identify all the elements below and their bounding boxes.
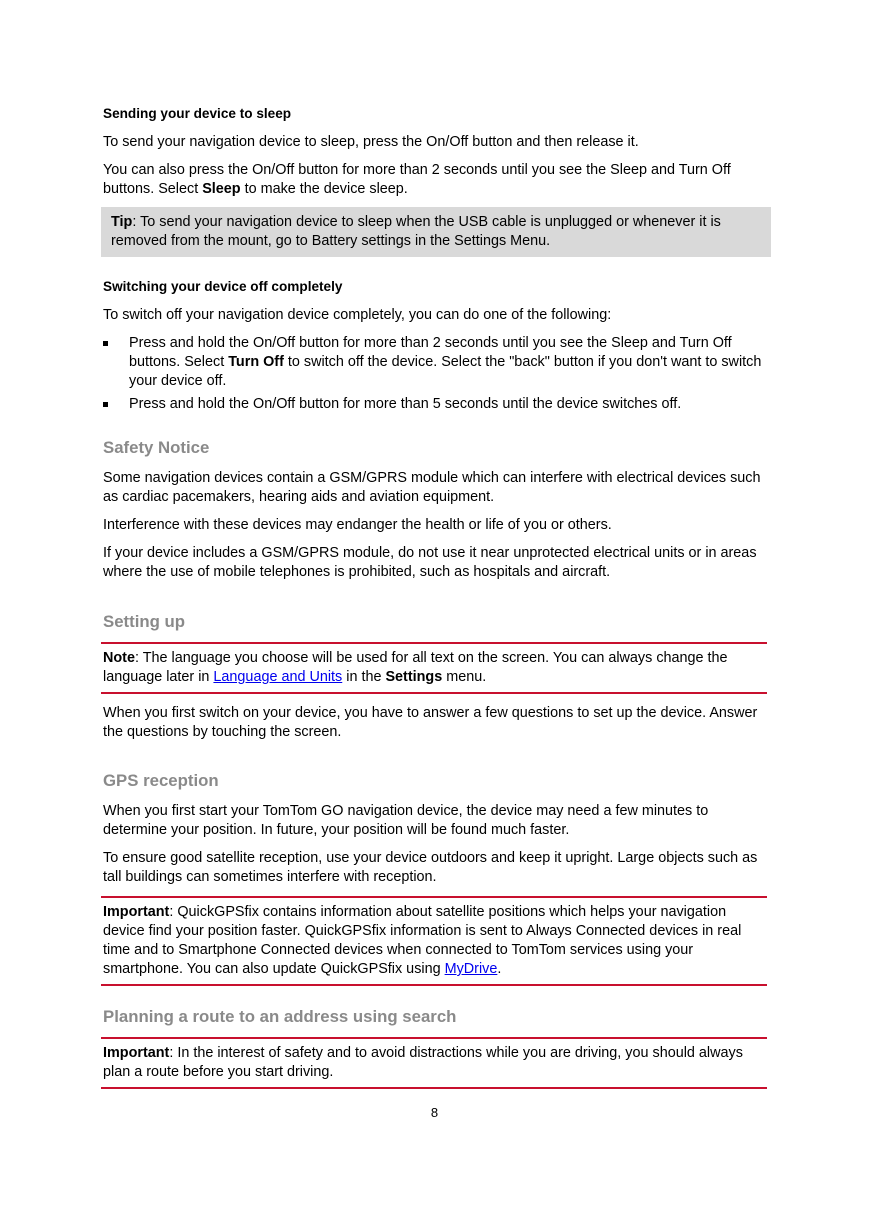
bullet1-tail: to switch off the device. Select the "back" button if you don't want to switch your device off. [129,354,762,389]
gps-important-body: : QuickGPSfix contains information about satellite positions which helps your navigation device find your position faster. QuickGPSfix information is sent to Always Connected devices in real time and to Smartphone Connected devices when connected to TomTom services using your smartphone. You can also update QuickGPSfix using [103,904,742,977]
sleep-p2-bold: Sleep [202,181,241,197]
note-label: Note [103,650,135,666]
bullet1-text: Press and hold the On/Off button for more than 2 seconds until you see the Sleep and Turn Off buttons. Select [129,335,732,370]
safety-paragraph-1: Some navigation devices contain a GSM/GPRS module which can interfere with electrical devices such as cardiac pacemakers, hearing aids and aviation equipment. [103,470,761,505]
bullet-text-1 [129,334,769,391]
sleep-p2-tail: to make the device sleep. [240,181,408,197]
note-body-3: menu. [442,669,487,685]
switch-off-heading: Switching your device off completely [103,279,343,294]
safety-paragraph-2: Interference with these devices may endanger the health or life of you or others. [103,517,612,533]
switch-off-intro: To switch off your navigation device completely, you can do one of the following: [103,307,612,323]
route-important-label: Important [103,1045,170,1061]
language-and-units-link[interactable]: Language and Units [213,669,343,685]
gps-important-text [103,903,767,979]
safety-paragraph-3: If your device includes a GSM/GPRS module, do not use it near unprotected electrical units or in areas where the use of mobile telephones is prohibited, such as hospitals and aircraft. [103,545,757,580]
bullet-text-2: Press and hold the On/Off button for more than 5 seconds until the device switches off. [129,396,682,412]
gps-paragraph-2: To ensure good satellite reception, use your device outdoors and keep it upright. Large objects such as tall buildings can sometimes interfere with reception. [103,850,758,885]
route-heading: Planning a route to an address using search [103,1007,457,1026]
note-settings-bold: Settings [385,669,443,685]
sleep-heading: Sending your device to sleep [103,106,292,121]
note-text [103,649,767,687]
bullet1-bold: Turn Off [228,354,284,370]
sleep-p2-text: You can also press the On/Off button for more than 2 seconds until you see the Sleep and Turn Off buttons. Select [103,162,731,197]
gps-paragraph-1: When you first start your TomTom GO navigation device, the device may need a few minutes to determine your position. In future, your position will be found much faster. [103,803,709,838]
sleep-paragraph-1: To send your navigation device to sleep, press the On/Off button and then release it. [103,134,639,150]
note-body-2: in the [342,669,386,685]
setup-heading: Setting up [103,612,186,631]
gps-important-label: Important [103,904,170,920]
note-box [101,642,767,694]
bullet-icon [103,341,108,346]
tip-label: Tip [111,214,133,230]
gps-heading: GPS reception [103,771,219,790]
gps-important-box [101,896,767,986]
tip-text [111,213,765,251]
note-body: : The language you choose will be used for all text on the screen. You can always change the language later in [103,650,728,685]
bullet-icon [103,402,108,407]
tip-body: : To send your navigation device to sleep when the USB cable is unplugged or whenever it is removed from the mount, go to Battery settings in the Settings Menu. [111,214,721,249]
tip-box [101,207,771,257]
route-important-body: : In the interest of safety and to avoid distractions while you are driving, you should always plan a route before you start driving. [103,1045,743,1080]
setup-paragraph: When you first switch on your device, you have to answer a few questions to set up the device. Answer the questions by touching the screen. [103,705,758,740]
route-important-box [101,1037,767,1089]
gps-important-tail: . [497,961,502,977]
safety-heading: Safety Notice [103,438,210,457]
page-number: 8 [430,1105,439,1120]
sleep-paragraph-2 [103,161,753,199]
mydrive-link[interactable]: MyDrive [444,961,498,977]
route-important-text [103,1044,767,1082]
